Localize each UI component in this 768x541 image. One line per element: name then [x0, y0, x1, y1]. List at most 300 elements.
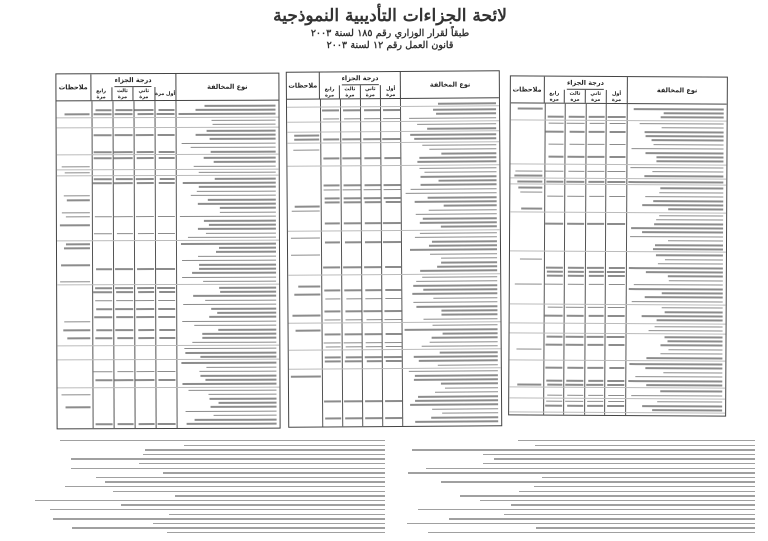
text-line — [660, 391, 722, 393]
text-line — [210, 316, 277, 318]
cell-text — [159, 291, 175, 293]
text-line — [654, 223, 723, 225]
header-violation-type: نوع المخالفة — [175, 74, 278, 100]
text-line — [433, 108, 496, 110]
text-line — [431, 416, 498, 418]
text-line — [199, 186, 276, 188]
cell-text — [343, 189, 360, 191]
note-text — [291, 237, 319, 239]
text-line — [205, 379, 277, 381]
cell-text — [158, 233, 175, 235]
cell-text — [158, 316, 175, 318]
text-line — [443, 332, 498, 334]
text-line — [437, 265, 497, 267]
text-line — [667, 276, 722, 278]
text-line — [181, 362, 276, 364]
cell-text — [383, 222, 401, 224]
row-divider — [288, 273, 500, 275]
text-line — [200, 375, 276, 377]
cell-text — [343, 197, 360, 199]
note-text — [63, 195, 90, 197]
text-line — [412, 293, 497, 295]
text-line — [431, 337, 497, 339]
note-text — [519, 258, 542, 260]
text-line — [654, 144, 724, 146]
footnote-line — [511, 504, 755, 505]
cell-text — [324, 290, 341, 292]
cell-text — [567, 156, 584, 158]
cell-text — [607, 384, 624, 386]
text-line — [433, 297, 497, 299]
text-line — [424, 318, 498, 320]
cell-text — [345, 361, 362, 363]
text-line — [439, 179, 497, 181]
text-line — [216, 251, 276, 253]
note-text — [295, 330, 320, 332]
text-line — [191, 146, 276, 148]
cell-text — [137, 316, 155, 318]
column-divider — [175, 101, 177, 428]
text-line — [196, 134, 276, 136]
cell-text — [385, 298, 401, 300]
cell-text — [546, 400, 562, 402]
cell-text — [384, 310, 401, 312]
text-line — [202, 333, 276, 335]
text-line — [205, 299, 276, 301]
header-penalty-degree-label: درجة الجزاء — [567, 77, 604, 90]
header-fourth: رابع مرة — [549, 90, 560, 103]
cell-text — [159, 379, 176, 381]
cell-text — [608, 395, 624, 397]
text-line — [406, 192, 497, 194]
text-line — [419, 167, 496, 169]
text-line — [629, 380, 723, 382]
text-line — [646, 196, 724, 198]
note-text — [518, 107, 543, 109]
cell-text — [136, 371, 154, 373]
text-line — [636, 376, 723, 378]
cell-text — [365, 417, 382, 419]
text-line — [417, 123, 496, 125]
text-line — [444, 205, 497, 207]
text-line — [188, 236, 276, 238]
cell-text — [589, 380, 604, 382]
text-line — [629, 288, 723, 290]
text-line — [213, 161, 275, 163]
cell-text — [364, 118, 380, 120]
text-line — [181, 243, 276, 245]
cell-text — [546, 267, 563, 269]
row-divider — [57, 127, 279, 129]
cell-text — [588, 344, 604, 346]
header-notes: ملاحظات — [288, 81, 318, 90]
text-line — [441, 226, 497, 228]
footnote-line — [175, 495, 385, 496]
note-text — [514, 174, 542, 176]
cell-text — [135, 109, 154, 111]
cell-text — [589, 284, 605, 286]
text-line — [415, 374, 498, 376]
cell-text — [116, 268, 133, 270]
footnote-line — [518, 440, 755, 441]
cell-text — [138, 291, 154, 293]
footnote-line — [483, 454, 755, 455]
cell-text — [383, 118, 400, 120]
penalty-table-sheet-right — [508, 75, 728, 416]
text-line — [430, 253, 497, 255]
cell-text — [588, 275, 604, 277]
text-line — [183, 182, 276, 184]
text-line — [632, 301, 723, 303]
footnote-line — [50, 509, 385, 510]
cell-text — [546, 181, 564, 183]
cell-text — [324, 189, 340, 191]
footnote-line — [105, 481, 385, 482]
cell-text — [386, 266, 401, 268]
footnote-line — [428, 532, 755, 533]
cell-text — [346, 298, 361, 300]
text-line — [662, 307, 723, 309]
text-line — [664, 112, 724, 114]
note-text — [66, 216, 90, 218]
cell-text — [365, 241, 381, 243]
text-line — [415, 236, 497, 238]
header-penalty-degree-label: درجة الجزاء — [342, 72, 379, 85]
cell-text — [588, 156, 605, 158]
text-line — [667, 340, 722, 342]
cell-text — [588, 394, 603, 396]
header-second: ثاني مرة — [360, 85, 380, 98]
footnote-line — [534, 486, 755, 487]
note-text — [293, 149, 319, 151]
cell-text — [587, 307, 604, 309]
cell-text — [567, 275, 583, 277]
cell-text — [365, 346, 381, 348]
cell-text — [366, 319, 381, 321]
header-fourth: رابع مرة — [96, 87, 107, 100]
text-line — [203, 157, 275, 159]
cell-text — [94, 371, 112, 373]
cell-text — [344, 201, 360, 203]
text-line — [209, 224, 276, 226]
cell-text — [118, 338, 134, 340]
text-line — [629, 181, 724, 183]
cell-text — [136, 134, 154, 136]
cell-text — [159, 337, 175, 339]
cell-text — [94, 317, 112, 319]
cell-text — [607, 116, 625, 118]
text-line — [655, 244, 723, 246]
footnote-line — [407, 523, 755, 524]
cell-text — [548, 143, 564, 145]
cell-text — [609, 367, 624, 369]
cell-text — [325, 357, 341, 359]
text-line — [642, 232, 723, 234]
cell-text — [384, 184, 401, 186]
cell-text — [547, 116, 564, 118]
cell-text — [569, 143, 584, 145]
text-line — [630, 236, 723, 238]
note-text — [291, 376, 320, 378]
cell-text — [608, 275, 625, 277]
footnote-line — [71, 458, 385, 459]
cell-text — [116, 178, 133, 180]
row-divider — [57, 175, 279, 177]
document-title: لائحة الجزاءات التأديبية النموذجية — [273, 6, 507, 26]
cell-text — [609, 156, 625, 158]
cell-text — [115, 114, 132, 116]
cell-text — [114, 134, 132, 136]
cell-text — [608, 401, 624, 403]
text-line — [646, 384, 722, 386]
penalty-table-sheet-middle — [286, 70, 502, 427]
column-divider — [400, 99, 403, 426]
table-body — [509, 103, 727, 415]
note-text — [64, 247, 91, 249]
footnote-line — [483, 463, 755, 464]
footnote-line — [96, 477, 385, 478]
header-penalty-degree — [543, 77, 626, 103]
text-line — [195, 419, 277, 421]
cell-text — [565, 307, 583, 309]
text-line — [421, 175, 497, 177]
cell-text — [365, 298, 381, 300]
header-violation-type: نوع المخالفة — [400, 71, 499, 98]
cell-text — [545, 315, 563, 317]
cell-text — [95, 300, 112, 302]
text-line — [634, 284, 723, 286]
footnote-line — [72, 527, 385, 528]
footnotes-right — [395, 440, 755, 536]
cell-text — [324, 241, 340, 243]
text-line — [665, 259, 723, 261]
header-fourth: رابع مرة — [324, 85, 335, 98]
cell-text — [365, 184, 380, 186]
cell-text — [364, 189, 381, 191]
text-line — [206, 366, 276, 368]
cell-text — [325, 361, 341, 363]
text-line — [210, 406, 276, 408]
text-line — [645, 131, 724, 133]
note-text — [62, 394, 91, 396]
cell-text — [117, 423, 133, 425]
text-line — [208, 199, 276, 201]
header-first: أول مرة — [606, 90, 627, 103]
cell-text — [385, 201, 400, 203]
text-line — [198, 255, 276, 257]
cell-text — [93, 114, 111, 116]
footnote-line — [449, 518, 755, 519]
text-line — [668, 240, 723, 242]
cell-text — [159, 109, 175, 111]
text-line — [183, 303, 276, 305]
cell-text — [115, 287, 133, 289]
cell-text — [115, 379, 134, 381]
text-line — [439, 351, 498, 353]
document-law-reference: قانون العمل رقم ١٢ لسنة ٢٠٠٣ — [326, 40, 454, 51]
cell-text — [565, 336, 583, 338]
cell-text — [159, 308, 176, 310]
cell-text — [95, 379, 112, 381]
cell-text — [547, 306, 563, 308]
cell-text — [324, 401, 341, 403]
cell-text — [385, 333, 401, 335]
text-line — [645, 135, 723, 137]
footnote-line — [504, 514, 755, 515]
footnote-line — [441, 481, 755, 482]
text-line — [197, 190, 276, 192]
text-line — [209, 398, 276, 400]
footnote-line — [35, 500, 385, 501]
cell-text — [324, 197, 340, 199]
cell-text — [365, 333, 381, 335]
cell-text — [324, 311, 340, 313]
text-line — [422, 345, 498, 347]
cell-text — [385, 417, 402, 419]
cell-text — [136, 182, 153, 184]
penalty-table-sheet-left — [55, 73, 280, 430]
text-line — [435, 391, 498, 393]
footnote-line — [408, 472, 755, 473]
cell-text — [345, 241, 361, 243]
cell-text — [139, 329, 155, 331]
row-divider — [288, 229, 500, 231]
text-line — [657, 161, 724, 163]
header-notes: ملاحظات — [58, 83, 88, 92]
text-line — [420, 156, 497, 158]
cell-text — [325, 223, 340, 225]
cell-text — [346, 356, 362, 358]
cell-text — [587, 171, 605, 173]
text-line — [668, 280, 722, 282]
cell-text — [324, 319, 341, 321]
header-first: أول مرة — [154, 87, 175, 100]
cell-text — [567, 284, 583, 286]
cell-text — [610, 131, 626, 133]
footnote-line — [60, 440, 385, 441]
header-third: ثالث مرة — [564, 90, 585, 103]
text-line — [417, 161, 496, 163]
row-divider — [57, 359, 279, 361]
footnote-line — [519, 491, 755, 492]
footnote-line — [418, 509, 755, 510]
cell-text — [323, 185, 340, 187]
text-line — [187, 423, 277, 425]
cell-text — [93, 182, 111, 184]
footnote-line — [480, 500, 755, 501]
row-divider — [510, 178, 726, 180]
cell-text — [114, 157, 133, 159]
row-divider — [510, 163, 726, 165]
cell-text — [136, 308, 154, 310]
cell-text — [323, 139, 339, 141]
text-line — [660, 117, 723, 119]
cell-text — [590, 122, 605, 124]
footnote-line — [145, 449, 385, 450]
footnote-line — [535, 445, 755, 446]
text-line — [629, 363, 722, 365]
cell-text — [587, 267, 604, 269]
cell-text — [326, 298, 341, 300]
cell-text — [364, 197, 381, 199]
cell-text — [364, 356, 381, 358]
text-line — [432, 240, 497, 242]
row-divider — [287, 120, 499, 122]
text-line — [632, 395, 723, 397]
document-subtitle: طبقاً لقرار الوزاري رقم ١٨٥ لسنة ٢٠٠٣ — [310, 28, 470, 39]
cell-text — [95, 423, 112, 425]
text-line — [413, 284, 497, 286]
header-second: ثاني مرة — [585, 90, 606, 103]
text-line — [441, 257, 497, 259]
footnote-line — [113, 491, 385, 492]
table-body — [287, 98, 501, 426]
cell-text — [567, 367, 583, 369]
text-line — [645, 368, 722, 370]
text-line — [425, 171, 497, 173]
footnote-line — [412, 449, 755, 450]
cell-text — [156, 113, 174, 115]
text-line — [211, 308, 276, 310]
note-text — [294, 294, 320, 296]
cell-text — [607, 223, 625, 225]
text-line — [182, 259, 276, 261]
text-line — [210, 138, 276, 140]
text-line — [651, 140, 723, 142]
text-line — [653, 248, 723, 250]
text-line — [181, 142, 275, 144]
text-line — [218, 329, 276, 331]
note-text — [517, 181, 542, 183]
row-divider — [510, 211, 726, 213]
text-line — [649, 330, 723, 332]
text-line — [632, 148, 724, 150]
row-divider — [289, 367, 501, 369]
cell-text — [386, 346, 401, 348]
cell-text — [117, 233, 133, 235]
text-line — [438, 102, 496, 104]
cell-text — [546, 131, 564, 133]
note-text — [520, 191, 543, 193]
row-divider — [57, 168, 279, 170]
text-line — [193, 295, 276, 297]
text-line — [414, 355, 498, 357]
cell-text — [568, 394, 583, 396]
cell-text — [384, 157, 400, 159]
footnote-line — [71, 468, 385, 469]
text-line — [205, 105, 276, 107]
text-line — [420, 184, 496, 186]
cell-text — [383, 241, 400, 243]
row-divider — [57, 284, 279, 286]
header-first: أول مرة — [380, 85, 400, 98]
text-line — [220, 291, 277, 293]
note-text — [518, 187, 542, 189]
row-divider — [57, 240, 279, 242]
cell-text — [385, 289, 401, 291]
text-line — [432, 324, 497, 326]
cell-text — [137, 157, 154, 159]
cell-text — [345, 417, 361, 419]
cell-text — [324, 342, 341, 344]
cell-text — [344, 342, 361, 344]
cell-text — [364, 109, 380, 111]
text-line — [662, 127, 724, 129]
text-line — [416, 280, 497, 282]
cell-text — [95, 109, 111, 111]
text-line — [194, 165, 276, 167]
note-text — [517, 348, 542, 350]
